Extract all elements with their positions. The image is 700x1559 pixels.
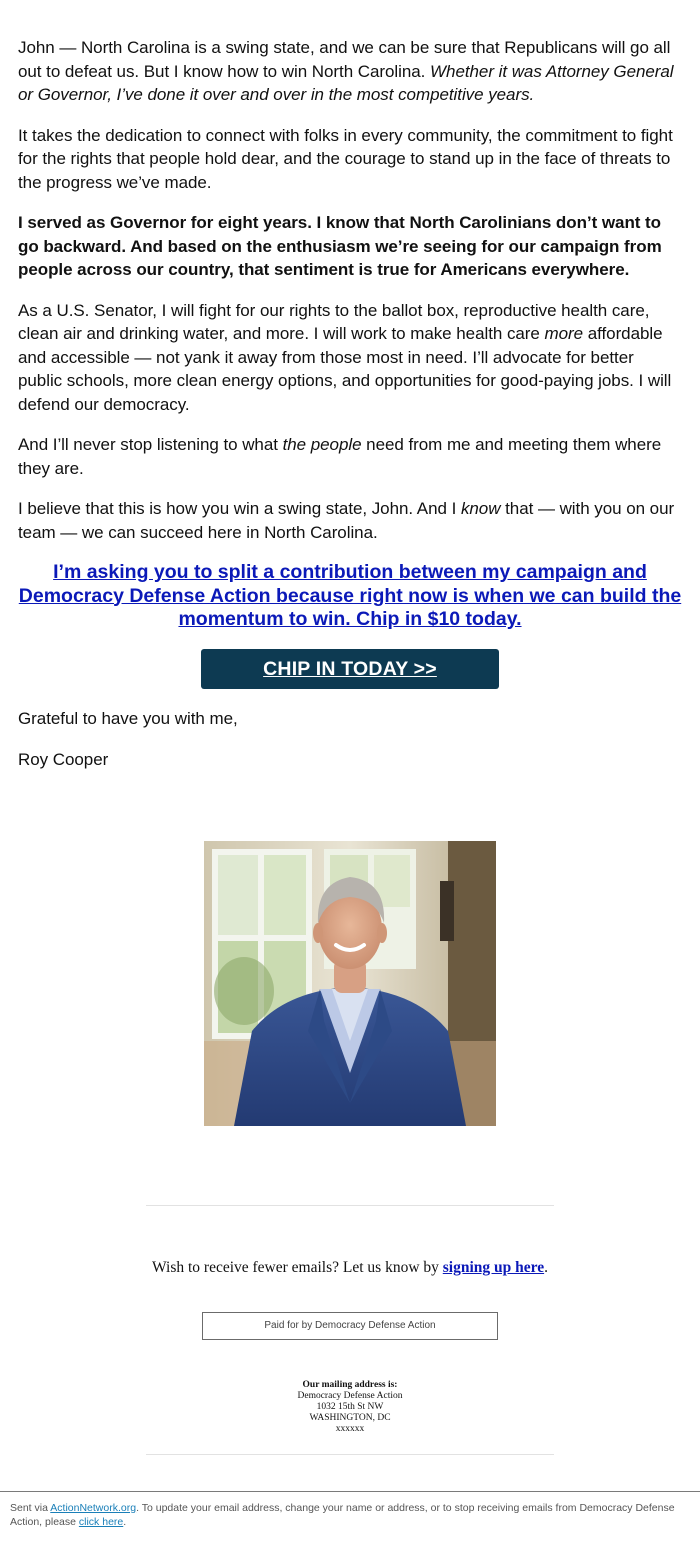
- mailing-address-title: Our mailing address is:: [302, 1380, 398, 1390]
- paid-for-box: Paid for by Democracy Defense Action: [202, 1312, 498, 1340]
- footer-rule: [0, 1491, 700, 1492]
- listening-text-b: need from me and meeting them where they are.: [18, 435, 662, 478]
- fewer-emails-note: [0, 1259, 700, 1277]
- sent-via-footer: [10, 1501, 690, 1529]
- donate-cta-link[interactable]: I’m asking you to split a contribution between my campaign and Democracy Defense Action because right now is when we can build the momentum to win. Chip in $10 today.: [18, 561, 682, 630]
- paragraph-listening: [18, 433, 682, 480]
- swing-text-a: I believe that this is how you win a swing state, John. And I: [18, 499, 461, 518]
- divider-bottom: [146, 1454, 554, 1455]
- mailing-street: 1032 15th St NW: [316, 1402, 384, 1412]
- paragraph-governor: I served as Governor for eight years. I know that North Carolinians don’t want to go backward. And based on the enthusiasm we’re seeing for our campaign from people across our country, that sentiment is true for Americans everywhere.: [18, 213, 662, 279]
- paragraph-intro: [18, 36, 682, 107]
- paragraph-dedication: It takes the dedication to connect with folks in every community, the commitment to fight for the rights that people hold dear, and the courage to stand up in the face of threats to the progress we’ve made.: [18, 125, 673, 192]
- swing-text-b: that — with you on our team — we can succeed here in North Carolina.: [18, 499, 675, 542]
- intro-italic-text: Whether it was Attorney General or Governor, I’ve done it over and over in the most competitive years.: [18, 61, 674, 104]
- candidate-photo: [204, 841, 496, 1126]
- click-here-link[interactable]: click here: [78, 1516, 124, 1528]
- email-body: [18, 36, 682, 789]
- action-network-link[interactable]: ActionNetwork.org: [50, 1502, 137, 1514]
- senator-text-a: As a U.S. Senator, I will fight for our rights to the ballot box, reproductive health care, clean air and drinking water, and more. I will work to make health care: [18, 300, 650, 343]
- mailing-city: WASHINGTON, DC: [309, 1413, 391, 1423]
- divider-top: [146, 1205, 554, 1206]
- listening-text-a: And I’ll never stop listening to what: [18, 435, 283, 454]
- mailing-address: [0, 1380, 700, 1435]
- paragraph-senator: [18, 299, 682, 417]
- signature: Roy Cooper: [18, 750, 109, 769]
- closing-line: Grateful to have you with me,: [18, 708, 238, 728]
- sent-via-text: Sent via: [10, 1502, 51, 1514]
- chip-in-button[interactable]: CHIP IN TODAY >>: [201, 649, 499, 689]
- listening-emphasis: the people: [282, 435, 362, 454]
- swing-emphasis: know: [460, 499, 501, 518]
- update-email-text: . To update your email address, change your name or address, or to stop receiving emails from Democracy Defense Action, please: [10, 1502, 675, 1528]
- senator-emphasis: more: [544, 324, 584, 343]
- paragraph-swing-state: [18, 497, 682, 544]
- mailing-org: Democracy Defense Action: [297, 1391, 403, 1401]
- footer-period: .: [123, 1516, 127, 1528]
- signing-up-here-link[interactable]: signing up here: [442, 1259, 545, 1276]
- fewer-emails-period: .: [544, 1259, 548, 1276]
- senator-text-b: affordable and accessible — not yank it away from those most in need. I’ll advocate for better public schools, more clean energy options, and opportunities for good-paying jobs. I will defend our democracy.: [18, 324, 672, 414]
- cta-button-wrapper: [18, 649, 682, 689]
- fewer-emails-text: Wish to receive fewer emails? Let us know by: [152, 1259, 443, 1276]
- intro-text: John — North Carolina is a swing state, and we can be sure that Republicans will go all out to defeat us. But I know how to win North Carolina.: [18, 38, 671, 81]
- mailing-zip: xxxxxx: [335, 1424, 365, 1434]
